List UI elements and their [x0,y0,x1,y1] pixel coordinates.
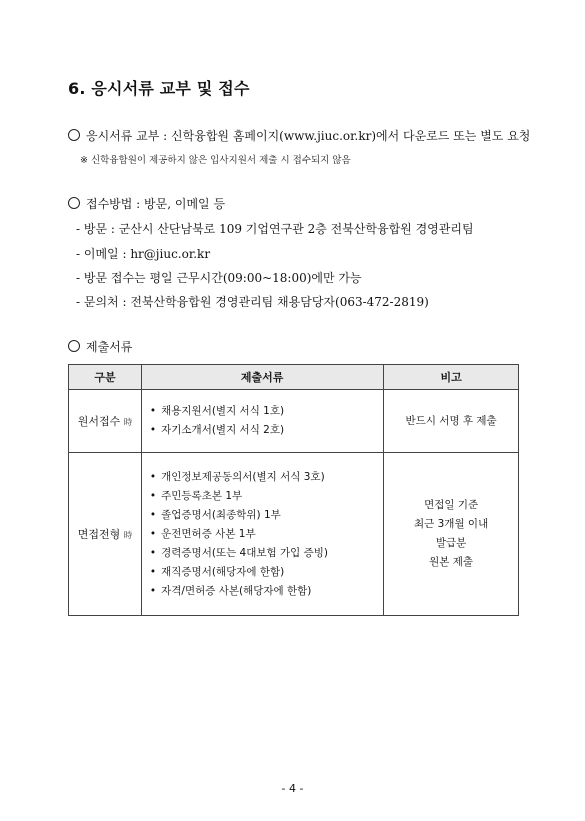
list-item: • 경력증명서(또는 4대보험 가입 증빙) [150,544,383,563]
category-label: 원서접수 [77,415,121,428]
remark-text: 발급분 [435,537,467,549]
document-list [150,468,383,601]
category-cell [69,453,142,616]
remark-text: 면접일 기준 [424,499,479,511]
category-suffix: 時 [123,531,133,541]
application-form-line [68,128,530,144]
application-form-note: ※ 신학융합원이 제공하지 않은 입사지원서 제출 시 접수되지 않음 [80,155,351,166]
documents-table [68,364,519,616]
circle-bullet-icon [68,197,80,209]
category-suffix: 時 [123,418,133,428]
document-list [150,402,383,440]
page-number: - 4 - [281,782,304,795]
table-row [69,453,519,616]
remark-text: 원본 제출 [429,556,474,568]
email-line: - 이메일 : hr@jiuc.or.kr [76,247,211,261]
list-item: • 운전면허증 사본 1부 [150,525,383,544]
list-item: • 자격/면허증 사본(해당자에 한함) [150,582,383,601]
remark-text: 최근 3개월 이내 [414,518,489,530]
remark-text: 반드시 서명 후 제출 [405,414,497,427]
section-heading: 6. 응시서류 교부 및 접수 [68,79,250,98]
remark-cell [384,390,519,453]
circle-bullet-icon [68,340,80,352]
table-header-row [69,365,519,390]
list-item: • 재직증명서(해당자에 한함) [150,563,383,582]
documents-cell [141,453,383,616]
category-label: 면접전형 [77,528,121,541]
header-remark: 비고 [384,365,519,390]
circle-bullet-icon [68,129,80,141]
visit-hours-line: - 방문 접수는 평일 근무시간(09:00~18:00)에만 가능 [76,271,362,285]
documents-title: 제출서류 [86,340,133,354]
category-cell [69,390,142,453]
table-row [69,390,519,453]
header-category: 구분 [69,365,142,390]
visit-address-line: - 방문 : 군산시 산단남북로 109 기업연구관 2층 전북산학융합원 경영관리팀 [76,222,474,236]
documents-title-line [68,339,132,355]
contact-line: - 문의처 : 전북산학융합원 경영관리팀 채용담당자(063-472-2819) [76,295,429,309]
list-item: • 개인정보제공동의서(별지 서식 3호) [150,468,383,487]
header-documents: 제출서류 [141,365,383,390]
submission-method-line [68,196,225,212]
documents-cell [141,390,383,453]
remark-cell [384,453,519,616]
submission-method-title: 접수방법 : 방문, 이메일 등 [86,197,226,211]
list-item: • 자기소개서(별지 서식 2호) [150,421,383,440]
list-item: • 졸업증명서(최종학위) 1부 [150,506,383,525]
list-item: • 주민등록초본 1부 [150,487,383,506]
list-item: • 채용지원서(별지 서식 1호) [150,402,383,421]
application-form-text: 응시서류 교부 : 신학융합원 홈페이지(www.jiuc.or.kr)에서 다운로드 또는 별도 요청 [86,129,531,143]
